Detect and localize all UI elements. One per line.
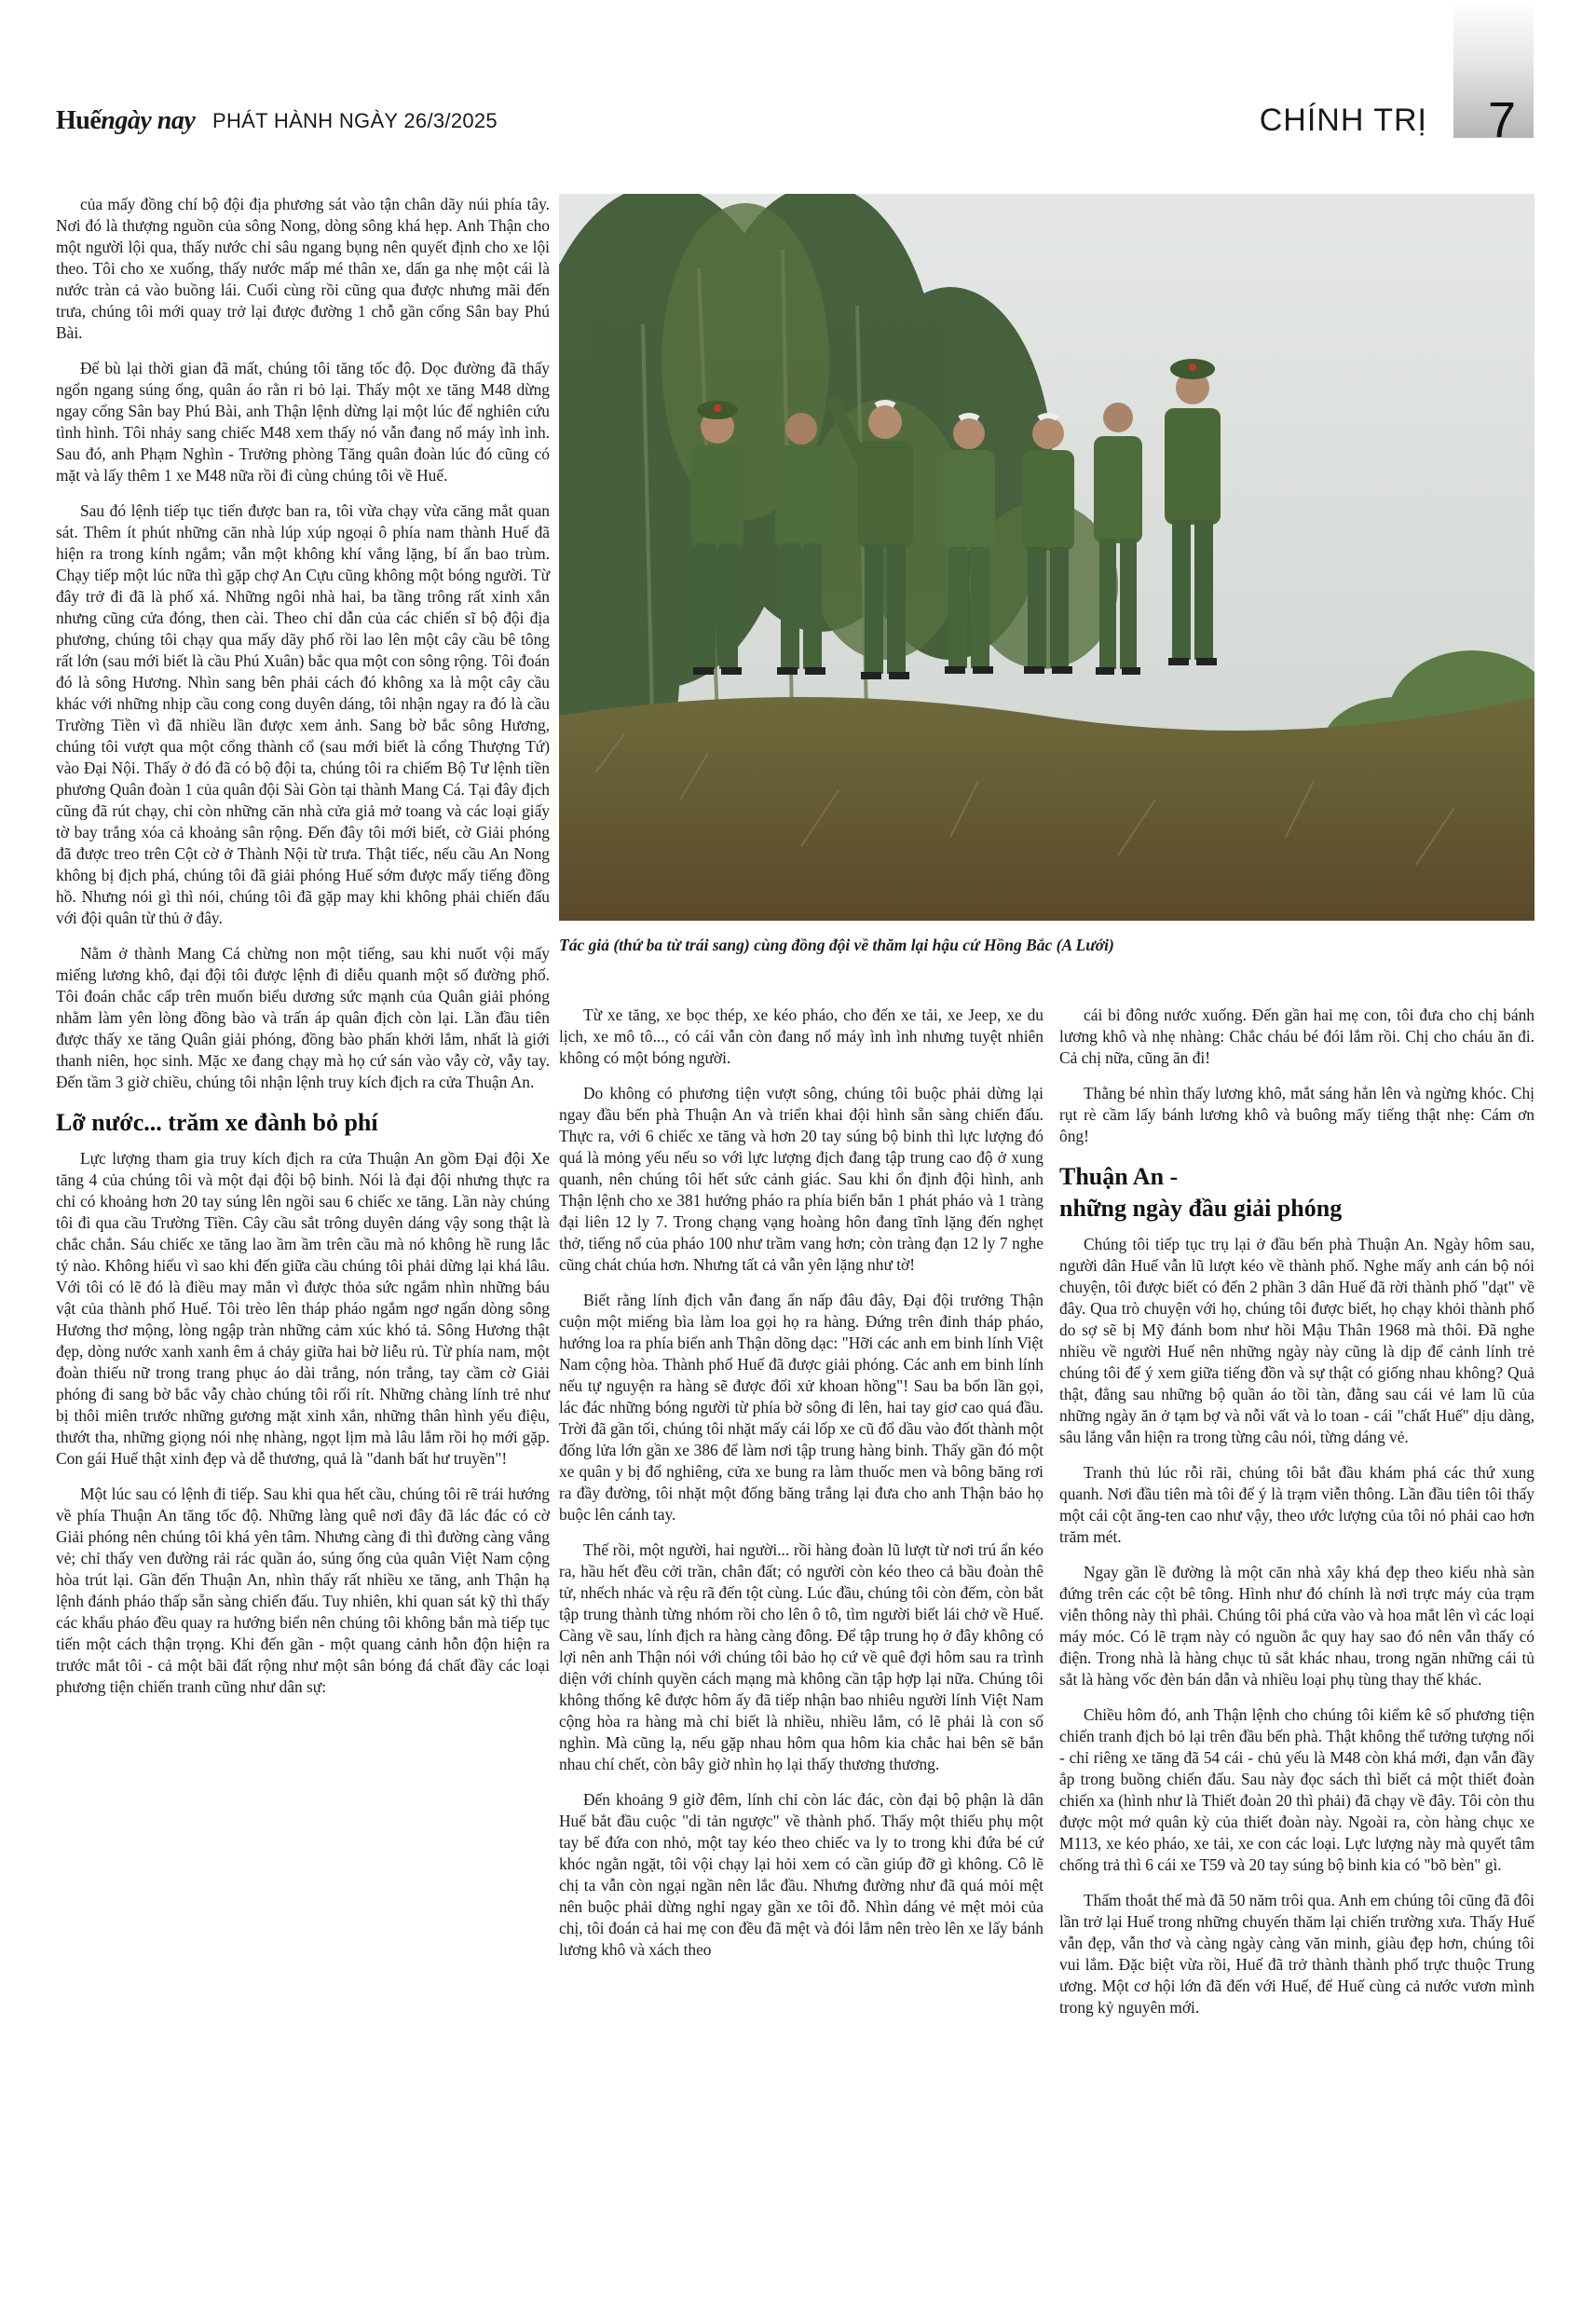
- paragraph: Do không có phương tiện vượt sông, chúng tôi buộc phải dừng lại ngay đầu bến phà Thuận An và triển khai đội hình sẵn sàng chiến đấu. Thực ra, với 6 chiếc xe tăng và hơn 20 tay súng bộ binh thì lực lượng đó quá là mỏng yếu nếu so với lực lượng địch đang tập trung cao độ ở xung quanh, nên chúng tôi hết sức cảnh giác. Sau khi ổn định đội hình, anh Thận lệnh cho xe 381 hướng pháo ra phía biển bắn 1 phát pháo và 1 tràng đại liên 12 ly 7. Trong chạng vạng hoàng hôn đang tĩnh lặng đến nghẹt thở, tiếng nổ của pháo 100 như trầm vang hơn; còn tràng đạn 12 ly 7 nghe cũng chát chúa hơn. Nhưng tất cả vẫn yên lặng như tờ!: [559, 1084, 1044, 1274]
- logo-hue: Huế: [56, 106, 102, 135]
- paragraph: Nằm ở thành Mang Cá chừng non một tiếng, sau khi nuốt vội mấy miếng lương khô, đại đội tôi được lệnh đi diễu quanh một số đường phố. Tôi đoán chắc cấp trên muốn biểu dương sức mạnh của Quân giải phóng nhằm làm yên lòng đồng bào và trấn áp quân địch còn lại. Lần đầu tiên được thấy xe tăng Quân giải phóng, đồng bào phấn khởi lắm, nhất là giới thanh niên, học sinh. Mặc xe đang chạy mà họ cứ sán vào vẫy cờ, vẫy tay. Đến tầm 3 giờ chiều, chúng tôi nhận lệnh truy kích địch ra cửa Thuận An.: [56, 944, 550, 1091]
- paragraph: Tranh thủ lúc rỗi rãi, chúng tôi bắt đầu khám phá các thứ xung quanh. Nơi đầu tiên mà tôi để ý là trạm viễn thông. Lần đầu tiên tôi thấy một cái cột ăng-ten cao như vậy, theo ước lượng của tôi nó phải cao hơn trăm mét.: [1059, 1463, 1535, 1546]
- paragraph: Thằng bé nhìn thấy lương khô, mắt sáng hẳn lên và ngừng khóc. Chị rụt rè cầm lấy bánh lương khô và buông mấy tiếng thật nhẹ: Cám ơn ông!: [1059, 1084, 1535, 1145]
- paragraph: cái bi đông nước xuống. Đến gần hai mẹ con, tôi đưa cho chị bánh lương khô và nhẹ nhàng: Chắc cháu bé đói lắm rồi. Chị cho cháu ăn đi. Cả chị nữa, cũng ăn đi!: [1059, 1006, 1535, 1067]
- article-column-2: [559, 1005, 1044, 1975]
- paragraph: Một lúc sau có lệnh đi tiếp. Sau khi qua hết cầu, chúng tôi rẽ trái hướng về phía Thuận An tăng tốc độ. Những làng quê nơi đây đã lác đác có cờ Giải phóng nên chúng tôi khá yên tâm. Nhưng càng đi thì đường càng vắng vẻ; chỉ thấy ven đường rải rác quần áo, súng ống của quân Việt Nam cộng hòa trút lại. Gần đến Thuận An, nhìn thấy rất nhiều xe tăng, anh Thận hạ lệnh đánh pháo thấp sẵn sàng chiến đấu. Tuy nhiên, khi quan sát kỹ thì thấy các khẩu pháo đều quay ra hướng biển nên chúng tôi không bắn mà tiếp tục tiến một cách thận trọng. Khi đến gần - một quang cảnh hỗn độn hiện ra trước mắt tôi - cả một bãi đất rộng như một sân bóng đá chất đầy các loại phương tiện chiến tranh cũng như dân sự:: [56, 1484, 550, 1696]
- paragraph: Sau đó lệnh tiếp tục tiến được ban ra, tôi vừa chạy vừa căng mắt quan sát. Thêm ít phút những căn nhà lúp xúp ngoại ô phía nam thành Huế đã hiện ra trong kính ngắm; vẫn một không khí vắng lặng, bí ẩn bao trùm. Chạy tiếp một lúc nữa thì gặp chợ An Cựu cũng không một bóng người. Từ đây trở đi đã là phố xá. Những ngôi nhà hai, ba tầng trông rất xinh xắn nhưng cũng cửa đóng, then cài. Theo chỉ dẫn của các chiến sĩ bộ đội địa phương, chúng tôi chạy qua mấy dãy phố rồi lao lên một cây cầu bê tông rất lớn (sau mới biết là cầu Phú Xuân) bắc qua một con sông rộng. Tôi đoán đó là sông Hương. Nhìn sang bên phải cách đó không xa là một cây cầu khác với những nhịp cầu cong cong duyên dáng, tôi nhận ngay ra đó là cầu Trường Tiền vì đã nhiều lần được xem ảnh. Sang bờ bắc sông Hương, chúng tôi vượt qua một cổng thành cổ (sau mới biết là cổng Thượng Tứ) vào Đại Nội. Thấy ở đó đã có bộ đội ta, chúng tôi ra chiếm Bộ Tư lệnh tiền phương Quân đoàn 1 của quân đội Sài Gòn tại thành Mang Cá. Tại đây địch cũng đã rút chạy, chỉ còn những căn nhà cửa giả mở toang và các loại giấy tờ bay trắng xóa cả khoảng sân rộng. Đến đây tôi mới biết, cờ Giải phóng đã được treo trên Cột cờ ở Thành Nội từ trưa. Thật tiếc, nếu cầu An Nong không bị địch phá, chúng tôi đã giải phóng Huế sớm được mấy tiếng đồng hồ. Nhưng nói gì thì nói, chúng tôi đã gặp may khi không phải chiến đấu với đội quân từ thủ ở đây.: [56, 501, 550, 927]
- veterans-photo-illustration: [559, 194, 1535, 921]
- paragraph: Lực lượng tham gia truy kích địch ra cửa Thuận An gồm Đại đội Xe tăng 4 của chúng tôi và một đại đội bộ binh. Nói là đại đội nhưng thực ra chỉ có khoảng hơn 20 tay súng lên ngồi sau 6 chiếc xe tăng. Lần này chúng tôi đi qua cầu Trường Tiền. Cây cầu sắt trông duyên dáng vậy song thật là chắc chắn. Sáu chiếc xe tăng lao ầm ầm trên cầu mà nó không hề rung lắc tý nào. Không hiểu vì sao khi đến giữa cầu chúng tôi phải dừng lại khá lâu. Với tôi có lẽ đó là điều may mắn vì được thỏa sức ngắm nhìn những báu vật của thành phố Huế. Tôi trèo lên tháp pháo ngắm ngơ ngẩn dòng sông Hương thơ mộng, lòng ngập tràn những cảm xúc khó tả. Sông Hương thật đẹp, dòng nước xanh xanh êm ả chảy giữa hai bờ liễu rủ. Từ phía nam, một đoàn thiếu nữ trong trang phục áo dài trắng, nón trắng, tay cầm cờ Giải phóng đi sang bờ bắc vẫy chào chúng tôi rối rít. Những chàng lính trẻ như bị thôi miên trước những gương mặt xinh xắn, những thân hình yểu điệu, thướt tha, những giọng nói nhẹ nhàng, ngọt lịm mà lâu lắm rồi họ mới gặp. Con gái Huế thật xinh đẹp và dễ thương, quả là "danh bất hư truyền"!: [56, 1149, 550, 1468]
- photo-caption: Tác giả (thứ ba từ trái sang) cùng đồng đội về thăm lại hậu cứ Hồng Bắc (A Lưới): [559, 936, 1114, 954]
- publication-logo: [56, 106, 195, 136]
- subheading-line-1: Thuận An -: [1059, 1163, 1179, 1190]
- paragraph: của mấy đồng chí bộ đội địa phương sát vào tận chân dãy núi phía tây. Nơi đó là thượng nguồn của sông Nong, dòng sông khá hẹp. Anh Thận cho một người lội qua, thấy nước chỉ sâu ngang bụng nên quyết định cho xe lội theo. Tôi cho xe xuống, thấy nước mấp mé thân xe, dấn ga nhẹ một cái là nước tràn cả vào buồng lái. Cuối cùng rồi cũng qua được nhưng mãi đến trưa, chúng tôi mới quay trở lại được đường 1 chỗ gần cổng Sân bay Phú Bài.: [56, 195, 550, 342]
- subheading-line-2: những ngày đầu giải phóng: [1059, 1195, 1343, 1222]
- paragraph: Ngay gần lề đường là một căn nhà xây khá đẹp theo kiểu nhà sàn đứng trên các cột bê tông. Hình như đó chính là nơi trực máy của trạm viễn thông này thì phải. Chúng tôi phá cửa vào và hoa mắt lên vì các loại máy móc. Có lẽ trạm này có nguồn ắc quy hay sao đó nên vẫn thấy có điện. Trong nhà là hàng chục tủ sắt khác nhau, trong ngăn những cái tủ sắt là hàng vốc đèn bán dẫn và nhiều loại phụ tùng thay thế khác.: [1059, 1563, 1535, 1689]
- issue-date: PHÁT HÀNH NGÀY 26/3/2025: [212, 109, 498, 132]
- paragraph: Đến khoảng 9 giờ đêm, lính chỉ còn lác đác, còn đại bộ phận là dân Huế bắt đầu cuộc "di tản ngược" về thành phố. Thấy một thiếu phụ một tay bế đứa con nhỏ, một tay kéo theo chiếc va ly to trong khi đứa bé cứ khóc ngằn ngặt, tôi vội chạy lại hỏi xem có cần giúp đỡ gì không. Cô lẽ chị ta vẫn còn ngại ngần nên lắc đầu. Nhưng đường như đã quá mỏi mệt nên buộc phải dừng nghỉ ngay gần xe tôi đỗ. Nhìn dáng vẻ mệt mỏi của chị, tôi đoán cả hai mẹ con đều đã mệt và đói lắm nên trèo lên xe lấy bánh lương khô và xách theo: [559, 1790, 1044, 1959]
- page-header: [56, 92, 1534, 148]
- paragraph: Từ xe tăng, xe bọc thép, xe kéo pháo, cho đến xe tải, xe Jeep, xe du lịch, xe mô tô..., có cái vẫn còn đang nổ máy ình ình nhưng tuyệt nhiên không có một bóng người.: [559, 1006, 1044, 1067]
- subheading: Lỡ nước... trăm xe đành bỏ phí: [56, 1109, 378, 1136]
- paragraph: Để bù lại thời gian đã mất, chúng tôi tăng tốc độ. Dọc đường đã thấy ngổn ngang súng ống, quân áo rằn ri bỏ lại. Thấy một xe tăng M48 dừng ngay cổng Sân bay Phú Bài, anh Thận lệnh dừng lại một lúc để nghiên cứu tình hình. Tôi nhảy sang chiếc M48 xem thấy nó vẫn đang nổ máy ình ình. Sau đó, anh Phạm Nghìn - Trưởng phòng Tăng quân đoàn lúc đó cũng có mặt và lấy thêm 1 xe M48 nữa rồi đi cùng chúng tôi về Huế.: [56, 359, 550, 485]
- paragraph: Chiều hôm đó, anh Thận lệnh cho chúng tôi kiểm kê số phương tiện chiến tranh địch bỏ lại trên đầu bến phà. Thật không thể tưởng tượng nổi - chỉ riêng xe tăng đã 54 cái - chủ yếu là M48 còn khá mới, đạn vẫn đầy ắp trong buồng chiến đấu. Sau này đọc sách thì biết cả một thiết đoàn chiến xa (hình như là Thiết đoàn 20 thì phải) đã chạy về đây. Tôi còn thu được một mớ quân kỳ của thiết đoàn này. Ngoài ra, còn hàng chục xe M113, xe kéo pháo, xe tải, xe con các loại. Lực lượng này mà quyết tâm chống trả thì 6 cái xe T59 và 20 tay súng bộ binh kia có "bõ bèn" gì.: [1059, 1705, 1535, 1874]
- logo-ngaynay: ngày nay: [101, 106, 196, 135]
- section-title: CHÍNH TRỊ: [1259, 103, 1427, 138]
- paragraph: Thế rồi, một người, hai người... rồi hàng đoàn lũ lượt từ nơi trú ẩn kéo ra, hầu hết đều cởi trần, chân đất; có người còn kéo theo cả bầu đoàn thê tử, nhếch nhác và rệu rã đến tột cùng. Lúc đầu, chúng tôi còn đếm, còn bắt tập trung thành từng nhóm rồi cho lên ô tô, tìm người biết lái chở về Huế. Càng về sau, lính địch ra hàng càng đông. Để tập trung họ ở đây không có lợi nên anh Thận nói với chúng tôi bảo họ cứ về quê đợi hôm sau ra trình diện với chính quyền cách mạng mà không cần tập hợp lại nữa. Chúng tôi không thống kê được hôm ấy đã tiếp nhận bao nhiêu người lính Việt Nam cộng hòa ra hàng mà chỉ biết là nhiều, nhiều lắm, có lẽ phải là con số nghìn. Mà cũng lạ, nếu gặp nhau hôm qua hôm kia chắc hai bên sẽ bắn nhau chí chết, còn bây giờ nhìn họ lại thấy thương thương.: [559, 1540, 1044, 1773]
- page-number: 7: [1487, 92, 1517, 148]
- article-column-1: [56, 194, 550, 1712]
- paragraph: Biết rằng lính địch vẫn đang ẩn nấp đâu đây, Đại đội trưởng Thận cuộn một miếng bìa làm loa gọi họ ra hàng. Đứng trên đỉnh tháp pháo, hướng loa ra phía biển anh Thận dõng dạc: "Hỡi các anh em binh lính Việt Nam cộng hòa. Thành phố Huế đã được giải phóng. Các anh em binh lính nếu tự nguyện ra hàng sẽ được đối xử khoan hồng"! Sau ba bốn lần gọi, lác đác những bóng người từ phía bờ sông đi lên, hai tay giơ cao quá đầu. Trời đã gần tối, chúng tôi nhặt mấy cái lốp xe cũ đổ dầu vào đốt thành một đống lửa lớn gần xe 386 để làm nơi tập trung hàng binh. Thấy gần đó một xe quân y bị đổ nghiêng, cửa xe bung ra làm thuốc men và bông băng rơi ra đầy đường, tôi nhặt một đống băng trắng lại đưa cho anh Thận bảo họ buộc lên cánh tay.: [559, 1291, 1044, 1524]
- paragraph: Thấm thoắt thế mà đã 50 năm trôi qua. Anh em chúng tôi cũng đã đôi lần trở lại Huế trong những chuyến thăm lại chiến trường xưa. Thấy Huế vẫn đẹp, vẫn thơ và càng ngày càng văn minh, giàu đẹp hơn, chúng tôi vui lắm. Đặc biệt vừa rồi, Huế đã trở thành thành phố trực thuộc Trung ương. Một cơ hội lớn đã đến với Huế, để Huế cùng cả nước vươn mình trong kỷ nguyên mới.: [1059, 1891, 1535, 2017]
- paragraph: Chúng tôi tiếp tục trụ lại ở đầu bến phà Thuận An. Ngày hôm sau, người dân Huế vẫn lũ lượt kéo về thành phố. Nghe mấy anh cán bộ nói chuyện, tôi được biết có đến 2 phần 3 dân Huế đã rời thành phố "dạt" về đây. Qua trò chuyện với họ, chúng tôi được biết, họ chạy khỏi thành phố do sợ sẽ bị Mỹ đánh bom như hồi Mậu Thân 1968 mà thôi. Đã nghe nhiều về người Huế nên những ngày này cũng là dịp để cảnh lính trẻ chúng tôi để ý xem giữa tiếng đồn và sự thật có giống nhau không? Quả thật, đẳng sau những bộ quần áo tồi tàn, đằng sau cái vẻ lam lũ của những ngày ăn ở tạm bợ và nỗi vất và lo toan - cái "chất Huế" dịu dàng, sâu lắng vẫn hiện ra trong từng câu nói, từng dáng vẻ.: [1059, 1235, 1535, 1446]
- subheading: [1059, 1161, 1535, 1224]
- article-column-3: [1059, 1005, 1535, 2032]
- article-photo: [559, 194, 1535, 921]
